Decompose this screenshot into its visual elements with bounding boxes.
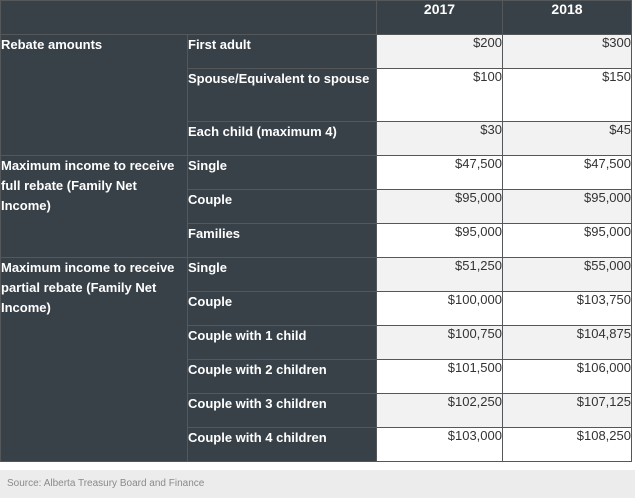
- category-full-rebate: Maximum income to receive full rebate (Family Net Income): [1, 156, 188, 258]
- value-2018: $45: [503, 122, 632, 156]
- category-rebate-amounts: Rebate amounts: [1, 35, 188, 156]
- value-2017: $30: [377, 122, 503, 156]
- value-2018: $300: [503, 35, 632, 69]
- value-2017: $47,500: [377, 156, 503, 190]
- row-label: Couple with 1 child: [188, 326, 377, 360]
- source-note: Source: Alberta Treasury Board and Finance: [0, 470, 635, 498]
- value-2018: $95,000: [503, 190, 632, 224]
- value-2018: $55,000: [503, 258, 632, 292]
- value-2017: $200: [377, 35, 503, 69]
- value-2018: $104,875: [503, 326, 632, 360]
- row-label: Couple: [188, 292, 377, 326]
- table-row: [1, 258, 632, 292]
- value-2017: $95,000: [377, 224, 503, 258]
- value-2017: $100: [377, 69, 503, 122]
- header-blank-cell: [1, 1, 377, 35]
- value-2017: $103,000: [377, 428, 503, 462]
- row-label: Families: [188, 224, 377, 258]
- value-2018: $150: [503, 69, 632, 122]
- value-2018: $47,500: [503, 156, 632, 190]
- header-row: [1, 1, 632, 35]
- value-2018: $106,000: [503, 360, 632, 394]
- table-row: [1, 156, 632, 190]
- year-header-2018: 2018: [503, 1, 632, 35]
- row-label: Spouse/Equivalent to spouse: [188, 69, 377, 122]
- value-2018: $103,750: [503, 292, 632, 326]
- row-label: First adult: [188, 35, 377, 69]
- value-2018: $95,000: [503, 224, 632, 258]
- row-label: Single: [188, 258, 377, 292]
- row-label: Couple: [188, 190, 377, 224]
- category-partial-rebate: Maximum income to receive partial rebate (Family Net Income): [1, 258, 188, 462]
- row-label: Couple with 3 children: [188, 394, 377, 428]
- value-2017: $95,000: [377, 190, 503, 224]
- value-2017: $100,000: [377, 292, 503, 326]
- value-2017: $102,250: [377, 394, 503, 428]
- year-header-2017: 2017: [377, 1, 503, 35]
- value-2017: $100,750: [377, 326, 503, 360]
- row-label: Each child (maximum 4): [188, 122, 377, 156]
- row-label: Couple with 2 children: [188, 360, 377, 394]
- row-label: Couple with 4 children: [188, 428, 377, 462]
- value-2018: $107,125: [503, 394, 632, 428]
- row-label: Single: [188, 156, 377, 190]
- value-2017: $101,500: [377, 360, 503, 394]
- value-2017: $51,250: [377, 258, 503, 292]
- table-row: [1, 35, 632, 69]
- value-2018: $108,250: [503, 428, 632, 462]
